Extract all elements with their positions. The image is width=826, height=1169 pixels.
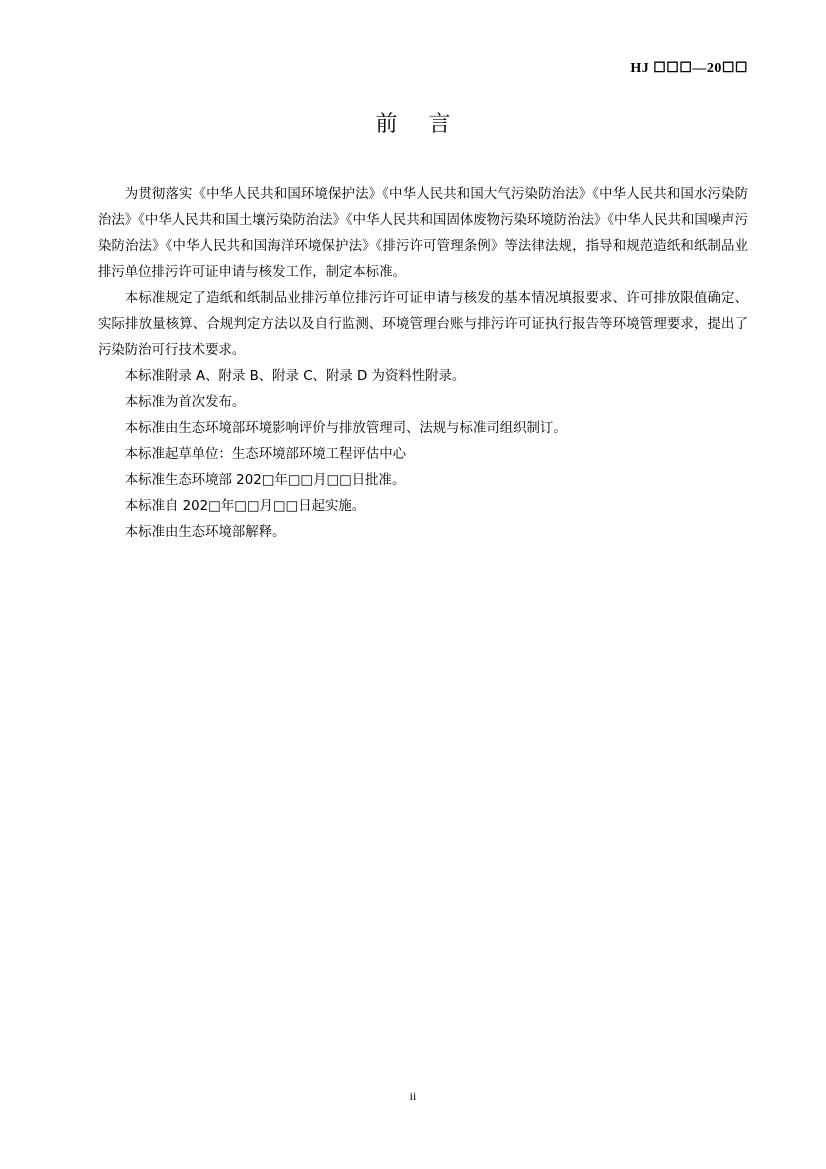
standard-code-header: HJ ☐☐☐—20☐☐ (630, 61, 748, 76)
page-title: 前 言 (375, 112, 463, 137)
foreword-body (98, 182, 748, 546)
paragraph-appendices: 本标准附录 A、附录 B、附录 C、附录 D 为资料性附录。 (124, 369, 466, 384)
paragraph-effective-date: 本标准自 202□年□□月□□日起实施。 (124, 499, 366, 514)
paragraph-organizer: 本标准由生态环境部环境影响评价与排放管理司、法规与标准司组织制订。 (124, 421, 567, 436)
page-number: ii (409, 1089, 417, 1103)
paragraph-first-release: 本标准为首次发布。 (124, 395, 246, 410)
paragraph-legal-basis: 为贯彻落实《中华人民共和国环境保护法》《中华人民共和国大气污染防治法》《中华人民共和国水污染防治法》《中华人民共和国土壤污染防治法》《中华人民共和国固体废物污染环境防治法》《中华人民共和国噪声污染防治法》《中华人民共和国海洋环境保护法》《排污许可管理条例》等法律法规，指导和规范造纸和纸制品业排污单位排污许可证申请与核发工作，制定本标准。 (98, 187, 748, 280)
paragraph-approval-date: 本标准生态环境部 202□年□□月□□日批准。 (124, 473, 406, 488)
paragraph-scope: 本标准规定了造纸和纸制品业排污单位排污许可证申请与核发的基本情况填报要求、许可排放限值确定、实际排放量核算、合规判定方法以及自行监测、环境管理台账与排污许可证执行报告等环境管理要求，提出了污染防治可行技术要求。 (98, 291, 748, 358)
paragraph-interpretation: 本标准由生态环境部解释。 (124, 525, 286, 540)
paragraph-drafting-unit: 本标准起草单位：生态环境部环境工程评估中心 (124, 447, 406, 462)
